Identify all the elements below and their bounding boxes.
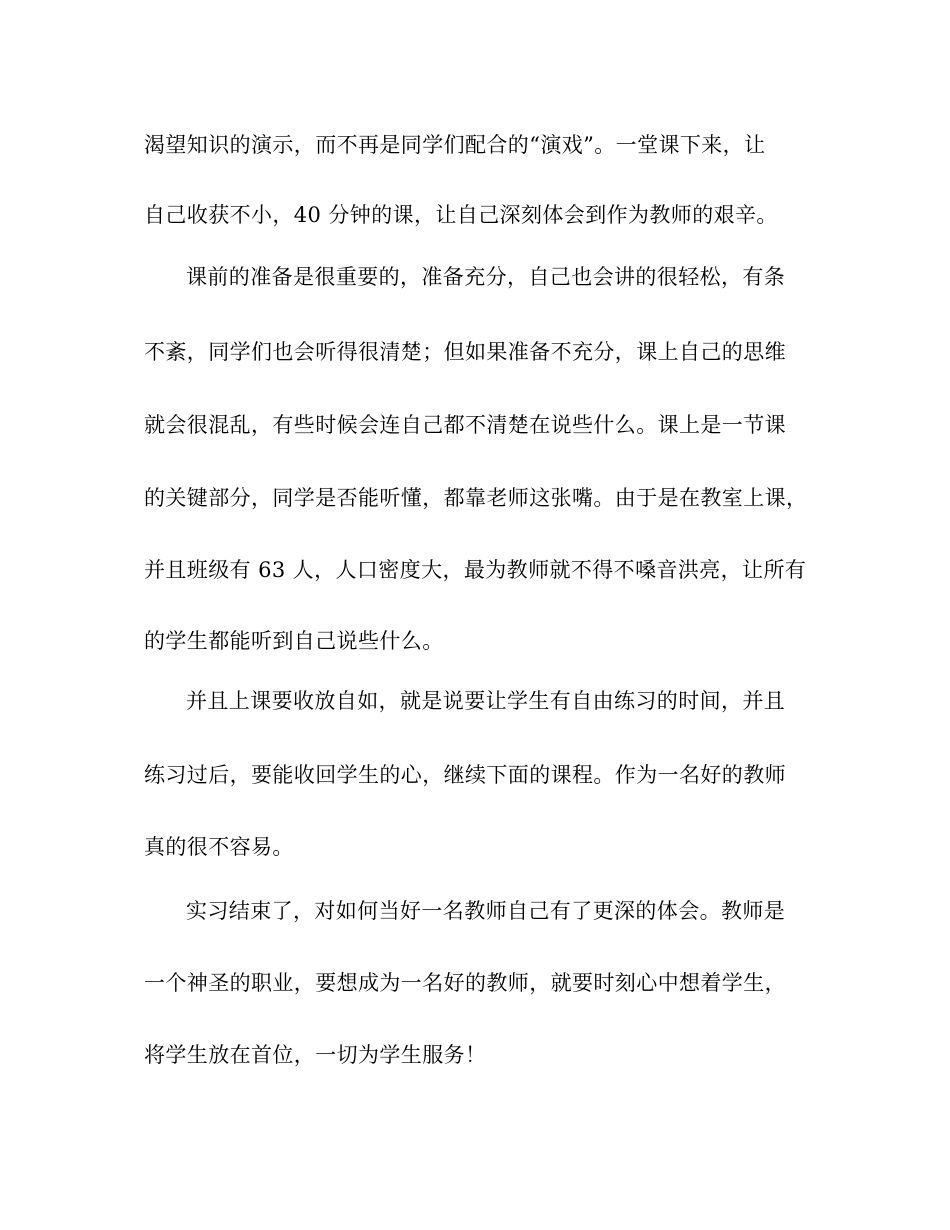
text-line-14: 将学生放在首位，一切为学生服务！ — [144, 1043, 487, 1067]
paragraph-start-line-12: 实习结束了，对如何当好一名教师自己有了更深的体会。教师是 — [186, 899, 786, 923]
text-line-7: 并且班级有 63 人，人口密度大，最为教师就不得不嗓音洪亮，让所有 — [144, 558, 807, 582]
text-line-5: 就会很混乱，有些时候会连自己都不清楚在说些什么。课上是一节课 — [144, 413, 786, 437]
text-line-8: 的学生都能听到自己说些什么。 — [144, 629, 444, 653]
text-line-4: 不紊，同学们也会听得很清楚；但如果准备不充分，课上自己的思维 — [144, 340, 786, 364]
text-line-2: 自己收获不小，40 分钟的课，让自己深刻体会到作为教师的艰辛。 — [144, 203, 778, 227]
text-line-6: 的关键部分，同学是否能听懂，都靠老师这张嘴。由于是在教室上课， — [144, 486, 808, 510]
text-line-11: 真的很不容易。 — [144, 835, 294, 859]
paragraph-start-line-9: 并且上课要收放自如，就是说要让学生有自由练习的时间，并且 — [186, 689, 786, 713]
text-line-10: 练习过后，要能收回学生的心，继续下面的课程。作为一名好的教师 — [144, 763, 786, 787]
text-line-13: 一个神圣的职业，要想成为一名好的教师，就要时刻心中想着学生， — [144, 971, 786, 995]
text-line-1: 渴望知识的演示，而不再是同学们配合的“演戏”。一堂课下来，让 — [144, 133, 766, 157]
paragraph-start-line-3: 课前的准备是很重要的，准备充分，自己也会讲的很轻松，有条 — [186, 265, 786, 289]
